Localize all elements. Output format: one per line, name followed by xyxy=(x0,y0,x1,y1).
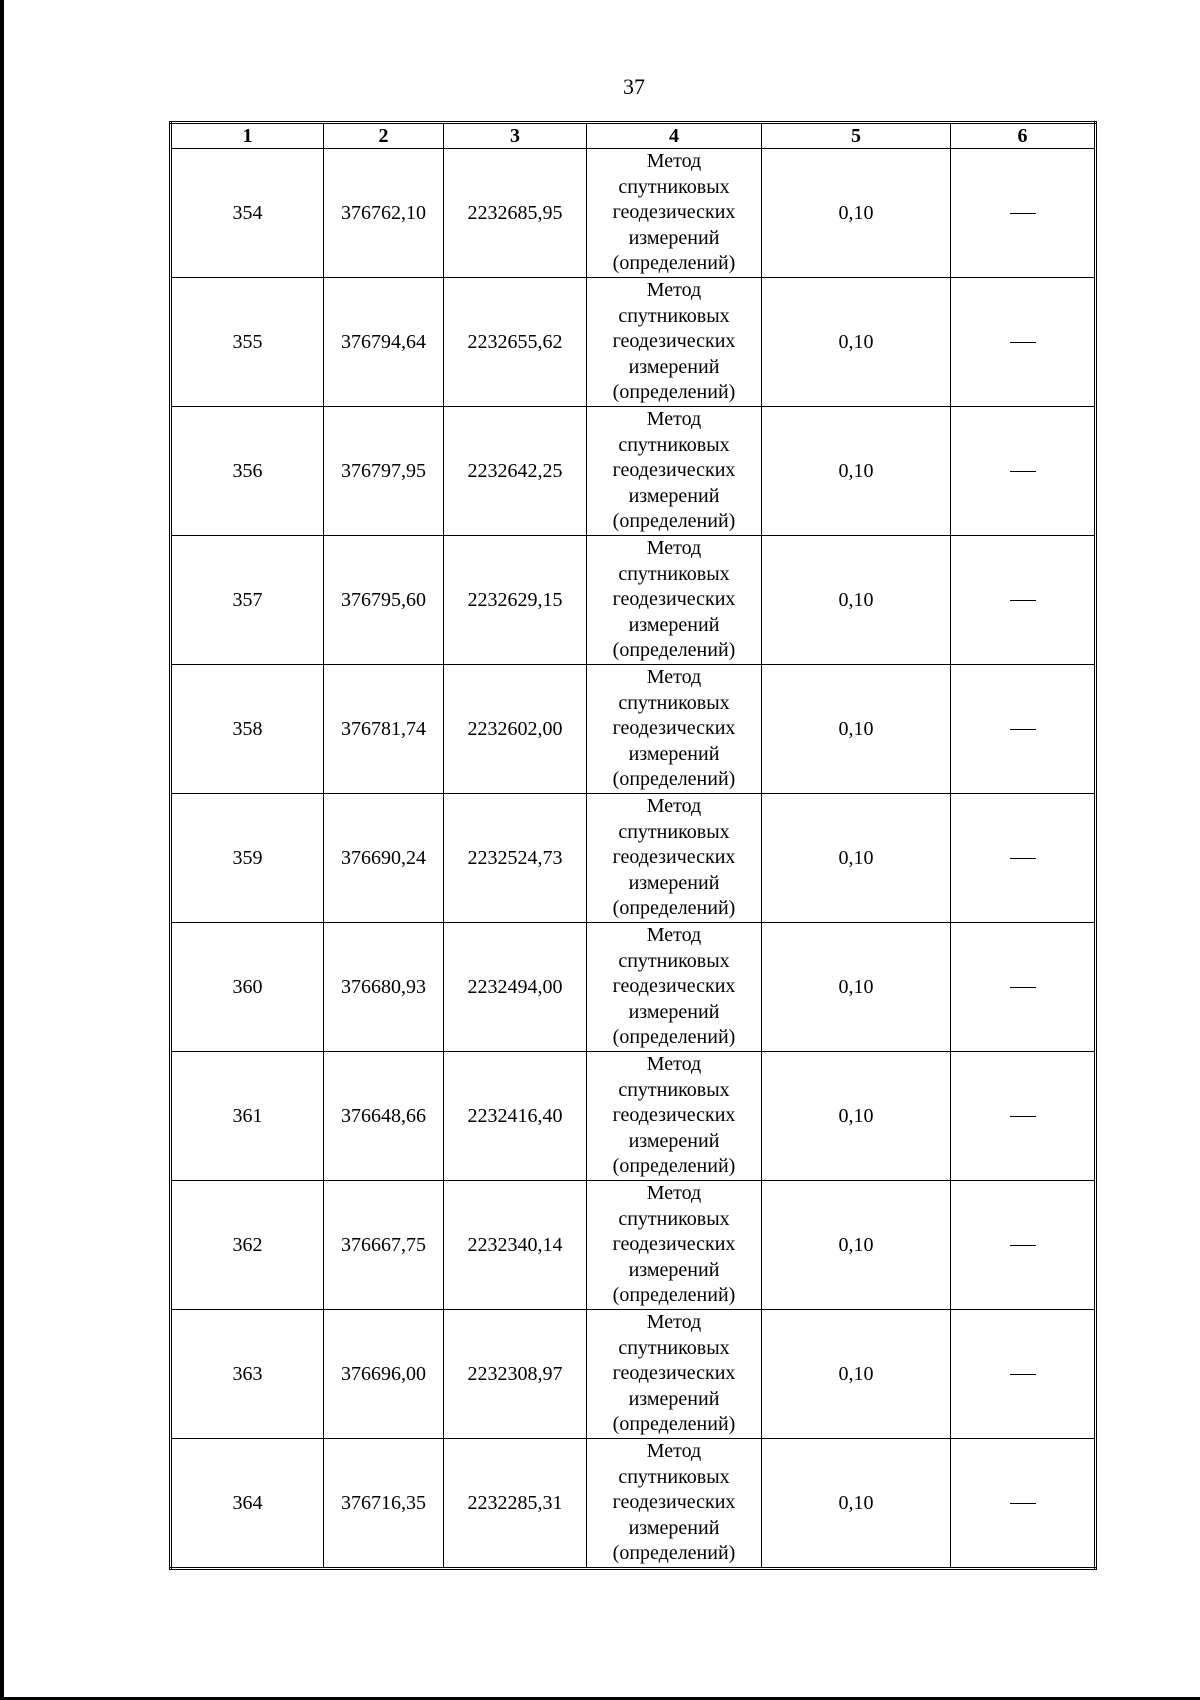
empty-dash xyxy=(1010,1245,1036,1246)
accuracy-value: 0,10 xyxy=(762,665,951,794)
description-cell xyxy=(951,1181,1096,1310)
description-cell xyxy=(951,1052,1096,1181)
empty-dash xyxy=(1010,987,1036,988)
method-cell xyxy=(587,1310,762,1439)
coordinate-y: 2232642,25 xyxy=(444,407,587,536)
coordinate-x: 376781,74 xyxy=(324,665,444,794)
accuracy-value: 0,10 xyxy=(762,1181,951,1310)
accuracy-value: 0,10 xyxy=(762,1439,951,1569)
coordinate-y: 2232602,00 xyxy=(444,665,587,794)
accuracy-value: 0,10 xyxy=(762,407,951,536)
table-row xyxy=(171,1052,1096,1181)
method-line: геодезических xyxy=(612,201,736,224)
method-line: Метод xyxy=(646,1053,702,1076)
coordinate-x: 376680,93 xyxy=(324,923,444,1052)
coordinate-y: 2232494,00 xyxy=(444,923,587,1052)
accuracy-value: 0,10 xyxy=(762,923,951,1052)
point-number: 362 xyxy=(171,1181,324,1310)
coordinate-x: 376667,75 xyxy=(324,1181,444,1310)
coordinate-y: 2232308,97 xyxy=(444,1310,587,1439)
method-line: измерений xyxy=(628,1000,720,1023)
coordinate-x: 376648,66 xyxy=(324,1052,444,1181)
method-line: (определений) xyxy=(612,1542,736,1565)
description-cell xyxy=(951,665,1096,794)
method-line: Метод xyxy=(646,666,702,689)
coordinate-y: 2232655,62 xyxy=(444,278,587,407)
coordinate-x: 376690,24 xyxy=(324,794,444,923)
method-cell xyxy=(587,149,762,278)
column-header: 3 xyxy=(444,123,587,149)
method-line: спутниковых xyxy=(618,562,730,585)
method-line: (определений) xyxy=(612,252,736,275)
table-row xyxy=(171,1181,1096,1310)
description-cell xyxy=(951,278,1096,407)
method-cell xyxy=(587,1439,762,1569)
table-header-row xyxy=(171,123,1096,149)
empty-dash xyxy=(1010,729,1036,730)
scan-border-left xyxy=(0,0,4,1700)
method-line: Метод xyxy=(646,408,702,431)
method-line: (определений) xyxy=(612,510,736,533)
empty-dash xyxy=(1010,1116,1036,1117)
method-cell xyxy=(587,1052,762,1181)
empty-dash xyxy=(1010,858,1036,859)
method-line: геодезических xyxy=(612,975,736,998)
coordinate-y: 2232340,14 xyxy=(444,1181,587,1310)
method-line: спутниковых xyxy=(618,175,730,198)
method-line: (определений) xyxy=(612,639,736,662)
point-number: 360 xyxy=(171,923,324,1052)
method-line: Метод xyxy=(646,1182,702,1205)
method-line: измерений xyxy=(628,1516,720,1539)
method-line: спутниковых xyxy=(618,433,730,456)
table-row xyxy=(171,665,1096,794)
column-header: 4 xyxy=(587,123,762,149)
method-cell xyxy=(587,794,762,923)
method-line: Метод xyxy=(646,537,702,560)
method-line: Метод xyxy=(646,1440,702,1463)
point-number: 356 xyxy=(171,407,324,536)
method-line: измерений xyxy=(628,226,720,249)
empty-dash xyxy=(1010,1374,1036,1375)
accuracy-value: 0,10 xyxy=(762,1310,951,1439)
table-row xyxy=(171,923,1096,1052)
method-line: измерений xyxy=(628,484,720,507)
point-number: 359 xyxy=(171,794,324,923)
method-cell xyxy=(587,923,762,1052)
method-line: Метод xyxy=(646,924,702,947)
accuracy-value: 0,10 xyxy=(762,1052,951,1181)
method-cell xyxy=(587,536,762,665)
method-line: (определений) xyxy=(612,1026,736,1049)
coordinate-y: 2232285,31 xyxy=(444,1439,587,1569)
method-cell xyxy=(587,665,762,794)
method-line: геодезических xyxy=(612,717,736,740)
accuracy-value: 0,10 xyxy=(762,794,951,923)
method-line: измерений xyxy=(628,871,720,894)
method-line: измерений xyxy=(628,613,720,636)
method-line: спутниковых xyxy=(618,691,730,714)
coordinate-x: 376762,10 xyxy=(324,149,444,278)
description-cell xyxy=(951,536,1096,665)
column-header: 1 xyxy=(171,123,324,149)
accuracy-value: 0,10 xyxy=(762,278,951,407)
method-line: геодезических xyxy=(612,1104,736,1127)
column-header: 2 xyxy=(324,123,444,149)
method-line: Метод xyxy=(646,279,702,302)
point-number: 358 xyxy=(171,665,324,794)
method-line: (определений) xyxy=(612,1155,736,1178)
method-line: геодезических xyxy=(612,1233,736,1256)
coordinate-y: 2232629,15 xyxy=(444,536,587,665)
point-number: 355 xyxy=(171,278,324,407)
table-row xyxy=(171,1439,1096,1569)
method-line: спутниковых xyxy=(618,1078,730,1101)
description-cell xyxy=(951,1439,1096,1569)
method-line: измерений xyxy=(628,1258,720,1281)
empty-dash xyxy=(1010,342,1036,343)
method-line: геодезических xyxy=(612,459,736,482)
method-cell xyxy=(587,407,762,536)
method-cell xyxy=(587,1181,762,1310)
table-row xyxy=(171,794,1096,923)
page-number: 37 xyxy=(623,74,645,99)
method-line: Метод xyxy=(646,1311,702,1334)
empty-dash xyxy=(1010,1503,1036,1504)
description-cell xyxy=(951,149,1096,278)
description-cell xyxy=(951,407,1096,536)
method-line: спутниковых xyxy=(618,1465,730,1488)
method-line: геодезических xyxy=(612,846,736,869)
empty-dash xyxy=(1010,600,1036,601)
method-line: (определений) xyxy=(612,897,736,920)
method-line: Метод xyxy=(646,795,702,818)
accuracy-value: 0,10 xyxy=(762,536,951,665)
coordinate-x: 376795,60 xyxy=(324,536,444,665)
description-cell xyxy=(951,1310,1096,1439)
table-row xyxy=(171,1310,1096,1439)
accuracy-value: 0,10 xyxy=(762,149,951,278)
empty-dash xyxy=(1010,471,1036,472)
coordinates-table xyxy=(169,121,1097,1570)
column-header: 6 xyxy=(951,123,1096,149)
method-line: геодезических xyxy=(612,330,736,353)
column-header: 5 xyxy=(762,123,951,149)
coordinate-y: 2232524,73 xyxy=(444,794,587,923)
point-number: 364 xyxy=(171,1439,324,1569)
description-cell xyxy=(951,794,1096,923)
point-number: 363 xyxy=(171,1310,324,1439)
method-line: (определений) xyxy=(612,768,736,791)
method-line: спутниковых xyxy=(618,1207,730,1230)
table-row xyxy=(171,149,1096,278)
method-line: спутниковых xyxy=(618,1336,730,1359)
method-cell xyxy=(587,278,762,407)
coordinate-x: 376794,64 xyxy=(324,278,444,407)
method-line: Метод xyxy=(646,150,702,173)
description-cell xyxy=(951,923,1096,1052)
coordinate-x: 376797,95 xyxy=(324,407,444,536)
method-line: измерений xyxy=(628,1387,720,1410)
table-row xyxy=(171,536,1096,665)
method-line: измерений xyxy=(628,742,720,765)
method-line: геодезических xyxy=(612,1362,736,1385)
point-number: 357 xyxy=(171,536,324,665)
coordinate-x: 376696,00 xyxy=(324,1310,444,1439)
method-line: измерений xyxy=(628,1129,720,1152)
coordinate-y: 2232685,95 xyxy=(444,149,587,278)
coordinate-y: 2232416,40 xyxy=(444,1052,587,1181)
method-line: спутниковых xyxy=(618,949,730,972)
table-row xyxy=(171,278,1096,407)
method-line: спутниковых xyxy=(618,820,730,843)
method-line: (определений) xyxy=(612,381,736,404)
empty-dash xyxy=(1010,213,1036,214)
method-line: измерений xyxy=(628,355,720,378)
method-line: геодезических xyxy=(612,1491,736,1514)
method-line: (определений) xyxy=(612,1284,736,1307)
point-number: 354 xyxy=(171,149,324,278)
point-number: 361 xyxy=(171,1052,324,1181)
table-body xyxy=(171,149,1096,1569)
method-line: (определений) xyxy=(612,1413,736,1436)
method-line: спутниковых xyxy=(618,304,730,327)
method-line: геодезических xyxy=(612,588,736,611)
table-row xyxy=(171,407,1096,536)
coordinate-x: 376716,35 xyxy=(324,1439,444,1569)
